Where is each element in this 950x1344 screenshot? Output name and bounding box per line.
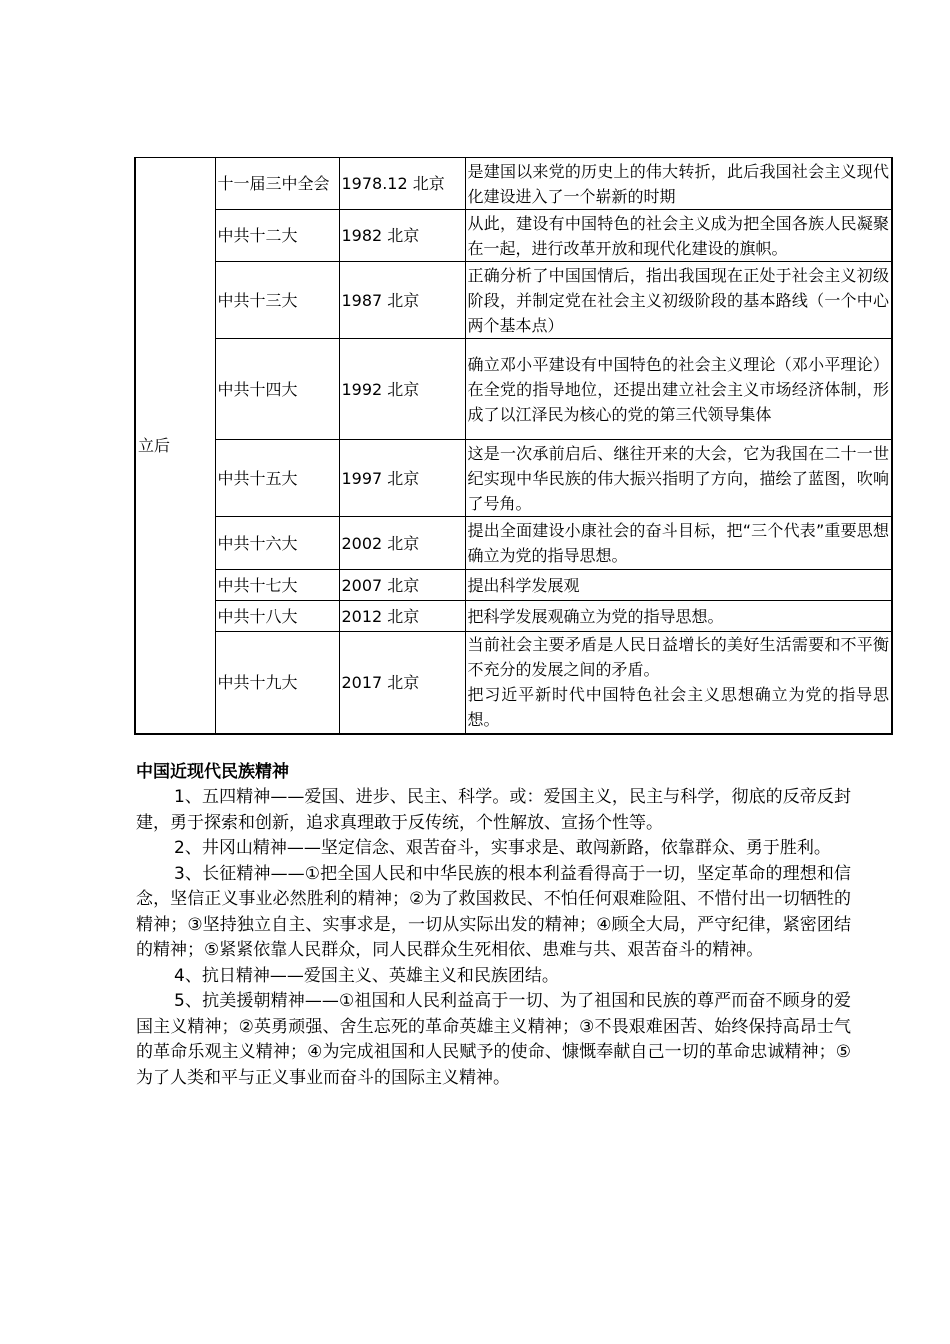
significance-text: 是建国以来党的历史上的伟大转折，此后我国社会主义现代化建设进入了一个崭新的时期: [467, 161, 889, 206]
significance-cell: [465, 601, 892, 632]
meeting-cell: 十一届三中全会: [215, 158, 339, 210]
meeting-cell: 中共十六大: [215, 517, 339, 570]
significance-text: 把习近平新时代中国特色社会主义思想确立为党的指导思想。: [467, 685, 889, 730]
paragraph: 3、长征精神——①把全国人民和中华民族的根本利益看得高于一切，坚定革命的理想和信念，坚信正义事业必然胜利的精神；②为了救国救民、不怕任何艰难险阻、不惜付出一切牺牲的精神；③坚持独立自主、实事求是，一切从实际出发的精神；④顾全大局，严守纪律，紧密团结的精神；⑤紧紧依靠人民群众，同人民群众生死相依、患难与共、艰苦奋斗的精神。: [136, 863, 851, 960]
national-spirit-section: [136, 760, 851, 1091]
paragraph: 1、五四精神——爱国、进步、民主、科学。或：爱国主义，民主与科学，彻底的反帝反封建，勇于探索和创新，追求真理敢于反传统，个性解放、宣扬个性等。: [136, 787, 851, 833]
meeting-cell: 中共十九大: [215, 632, 339, 734]
time-place-cell: 1992 北京: [339, 339, 465, 440]
time-place-cell: 1987 北京: [339, 262, 465, 339]
significance-text: 当前社会主要矛盾是人民日益增长的美好生活需要和不平衡不充分的发展之间的矛盾。: [467, 635, 889, 680]
table-row: [135, 262, 892, 339]
significance-cell: [465, 517, 892, 570]
table-row: [135, 570, 892, 601]
time-place-cell: 2017 北京: [339, 632, 465, 734]
meeting-cell: 中共十四大: [215, 339, 339, 440]
paragraph: 4、抗日精神——爱国主义、英雄主义和民族团结。: [174, 965, 559, 986]
meeting-cell: 中共十三大: [215, 262, 339, 339]
table-row: [135, 158, 892, 210]
time-place-cell: 2007 北京: [339, 570, 465, 601]
significance-cell: [465, 440, 892, 517]
paragraph: 2、井冈山精神——坚定信念、艰苦奋斗，实事求是、敢闯新路，依靠群众、勇于胜利。: [174, 838, 831, 858]
meeting-cell: 中共十八大: [215, 601, 339, 632]
significance-cell: [465, 570, 892, 601]
meeting-cell: 中共十五大: [215, 440, 339, 517]
significance-text: 确立邓小平建设有中国特色的社会主义理论（邓小平理论）在全党的指导地位，还提出建立社会主义市场经济体制，形成了以江泽民为核心的党的第三代领导集体: [467, 354, 889, 424]
meeting-cell: 中共十二大: [215, 210, 339, 262]
significance-cell: [465, 158, 892, 210]
section-title: 中国近现代民族精神: [136, 762, 289, 782]
table-body: [135, 158, 892, 734]
time-place-cell: 1997 北京: [339, 440, 465, 517]
table-row: [135, 440, 892, 517]
time-place-cell: 1978.12 北京: [339, 158, 465, 210]
significance-text: 把科学发展观确立为党的指导思想。: [467, 606, 724, 626]
significance-cell: [465, 632, 892, 734]
significance-text: 正确分析了中国国情后，指出我国现在正处于社会主义初级阶段，并制定党在社会主义初级阶段的基本路线（一个中心两个基本点）: [467, 265, 889, 335]
table-row: [135, 517, 892, 570]
significance-text: 从此，建设有中国特色的社会主义成为把全国各族人民凝聚在一起，进行改革开放和现代化建设的旗帜。: [467, 213, 889, 258]
time-place-cell: 2002 北京: [339, 517, 465, 570]
party-meetings-table: [134, 157, 893, 735]
significance-cell: [465, 262, 892, 339]
table-row: [135, 632, 892, 734]
significance-text: 提出全面建设小康社会的奋斗目标，把“三个代表”重要思想确立为党的指导思想。: [467, 521, 889, 565]
significance-cell: [465, 210, 892, 262]
era-cell: 立后: [135, 158, 215, 734]
table-row: [135, 601, 892, 632]
meeting-cell: 中共十七大: [215, 570, 339, 601]
significance-text: 这是一次承前启后、继往开来的大会，它为我国在二十一世纪实现中华民族的伟大振兴指明了方向，描绘了蓝图，吹响了号角。: [467, 443, 889, 513]
time-place-cell: 1982 北京: [339, 210, 465, 262]
time-place-cell: 2012 北京: [339, 601, 465, 632]
paragraph: 5、抗美援朝精神——①祖国和人民利益高于一切、为了祖国和民族的尊严而奋不顾身的爱国主义精神；②英勇顽强、舍生忘死的革命英雄主义精神；③不畏艰难困苦、始终保持高昂士气的革命乐观主义精神；④为完成祖国和人民赋予的使命、慷慨奉献自己一切的革命忠诚精神；⑤为了人类和平与正义事业而奋斗的国际主义精神。: [136, 991, 851, 1088]
significance-text: 提出科学发展观: [467, 575, 580, 595]
significance-cell: [465, 339, 892, 440]
table-row: [135, 339, 892, 440]
table-row: [135, 210, 892, 262]
